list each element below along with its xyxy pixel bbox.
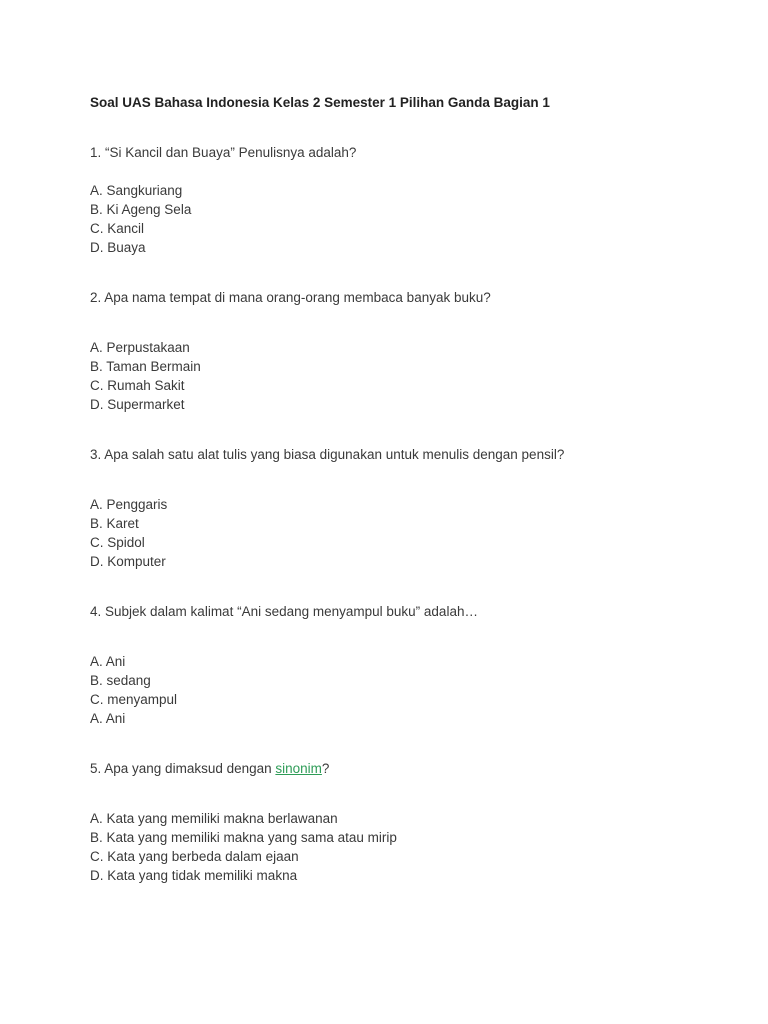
question-5 bbox=[90, 759, 730, 885]
question-5-option-a: A. Kata yang memiliki makna berlawanan bbox=[90, 811, 338, 826]
question-1-options bbox=[90, 181, 730, 257]
question-3-option-a: A. Penggaris bbox=[90, 497, 168, 512]
question-5-text-before: 5. Apa yang dimaksud dengan bbox=[90, 761, 276, 776]
question-2-option-c: C. Rumah Sakit bbox=[90, 378, 185, 393]
question-5-text bbox=[90, 759, 730, 778]
sinonim-link[interactable]: sinonim bbox=[275, 761, 322, 776]
question-1-option-d: D. Buaya bbox=[90, 240, 146, 255]
question-4 bbox=[90, 602, 730, 728]
question-1-option-b: B. Ki Ageng Sela bbox=[90, 202, 192, 217]
question-2 bbox=[90, 288, 730, 414]
question-4-text: 4. Subjek dalam kalimat “Ani sedang menyampul buku” adalah… bbox=[90, 604, 478, 619]
question-3 bbox=[90, 445, 730, 571]
document-page bbox=[90, 93, 730, 885]
question-3-option-c: C. Spidol bbox=[90, 535, 145, 550]
question-1-text: 1. “Si Kancil dan Buaya” Penulisnya adalah? bbox=[90, 145, 357, 160]
question-3-option-d: D. Komputer bbox=[90, 554, 166, 569]
question-2-option-b: B. Taman Bermain bbox=[90, 359, 201, 374]
question-1-option-a: A. Sangkuriang bbox=[90, 183, 183, 198]
question-3-text: 3. Apa salah satu alat tulis yang biasa digunakan untuk menulis dengan pensil? bbox=[90, 447, 565, 462]
question-4-option-c: C. menyampul bbox=[90, 692, 178, 707]
question-5-option-b: B. Kata yang memiliki makna yang sama atau mirip bbox=[90, 830, 397, 845]
question-4-option-a: A. Ani bbox=[90, 654, 126, 669]
question-5-text-after: ? bbox=[321, 761, 330, 776]
question-1 bbox=[90, 143, 730, 257]
question-2-options bbox=[90, 338, 730, 414]
question-4-option-b: B. sedang bbox=[90, 673, 151, 688]
question-2-option-a: A. Perpustakaan bbox=[90, 340, 190, 355]
question-4-options bbox=[90, 652, 730, 728]
question-5-options bbox=[90, 809, 730, 885]
question-3-options bbox=[90, 495, 730, 571]
question-2-option-d: D. Supermarket bbox=[90, 397, 185, 412]
question-1-option-c: C. Kancil bbox=[90, 221, 145, 236]
document-title: Soal UAS Bahasa Indonesia Kelas 2 Semester 1 Pilihan Ganda Bagian 1 bbox=[90, 95, 550, 110]
question-5-option-c: C. Kata yang berbeda dalam ejaan bbox=[90, 849, 299, 864]
question-5-option-d: D. Kata yang tidak memiliki makna bbox=[90, 868, 298, 883]
question-4-option-d: A. Ani bbox=[90, 711, 126, 726]
question-3-option-b: B. Karet bbox=[90, 516, 139, 531]
question-2-text: 2. Apa nama tempat di mana orang-orang membaca banyak buku? bbox=[90, 290, 491, 305]
